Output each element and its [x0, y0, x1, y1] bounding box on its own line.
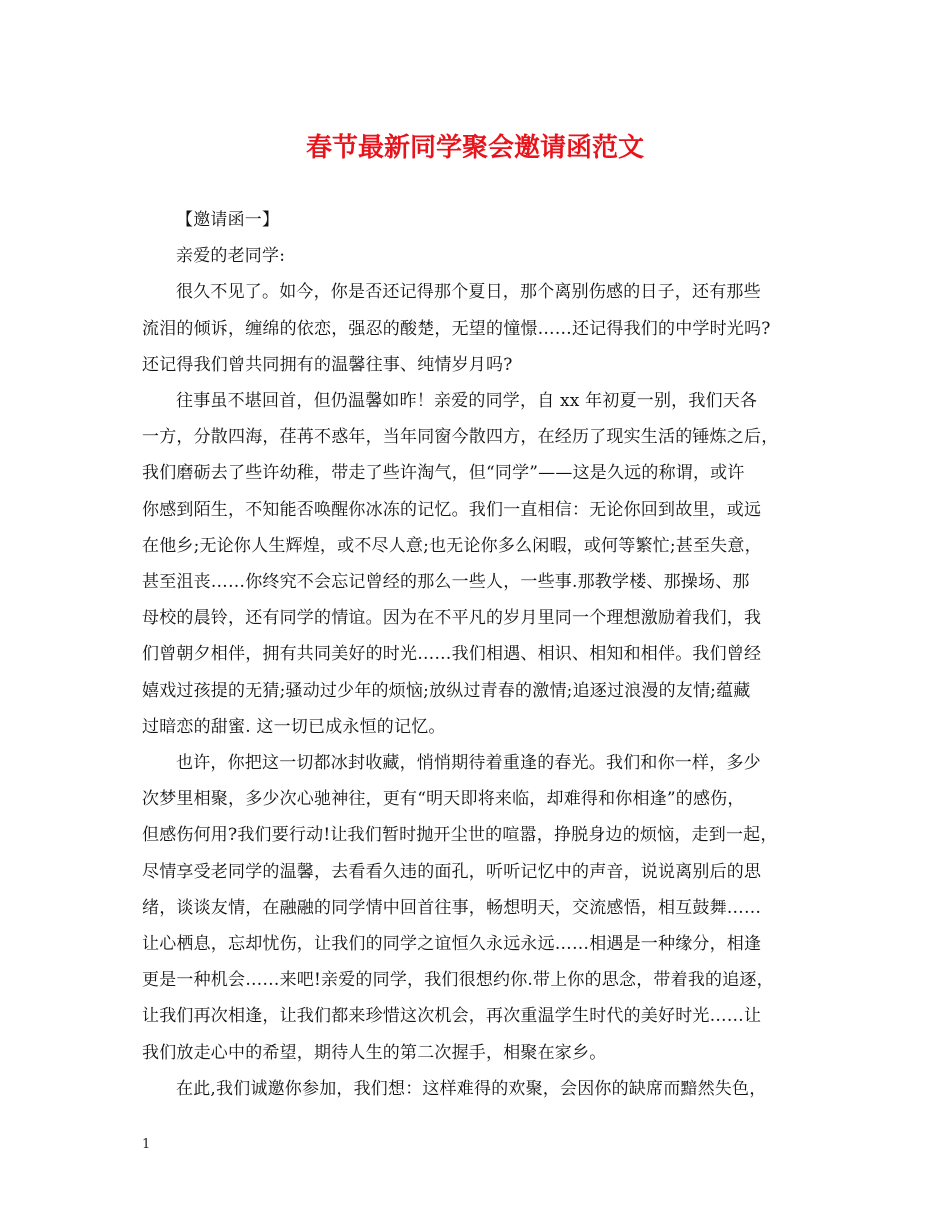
text-line: 还记得我们曾共同拥有的温馨往事、纯情岁月吗?	[142, 354, 513, 375]
page-number: 1	[142, 1137, 151, 1152]
text-line: 亲爱的老同学:	[176, 246, 286, 267]
text-line: 甚至沮丧……你终究不会忘记曾经的那么一些人，一些事.那教学楼、那操场、那	[142, 572, 750, 593]
document-title: 春节最新同学聚会邀请函范文	[305, 133, 644, 163]
text-line: 一方，分散四海，荏苒不惑年，当年同窗今散四方，在经历了现实生活的锤炼之后，	[142, 427, 779, 448]
text-line: 过暗恋的甜蜜. 这一切已成永恒的记忆。	[142, 716, 446, 737]
text-line: 我们放走心中的希望，期待人生的第二次握手，相聚在家乡。	[142, 1042, 607, 1063]
document-body	[142, 202, 822, 1107]
text-line: 我们磨砺去了些许幼稚，带走了些许淘气，但“同学”——这是久远的称谓，或许	[142, 463, 745, 484]
text-line: 在此,我们诚邀你参加，我们想：这样难得的欢聚，会因你的缺席而黯然失色，	[176, 1078, 767, 1099]
text-line: 你感到陌生，不知能否唤醒你冰冻的记忆。我们一直相信：无论你回到故里，或远	[142, 499, 762, 520]
text-line: 绪，谈谈友情，在融融的同学情中回首往事，畅想明天，交流感悟，相互鼓舞……	[142, 897, 762, 918]
text-line: 母校的晨铃，还有同学的情谊。因为在不平凡的岁月里同一个理想激励着我们，我	[142, 608, 762, 629]
text-line: 尽情享受老同学的温馨，去看看久违的面孔，听听记忆中的声音，说说离别后的思	[142, 861, 762, 882]
text-line: 也许，你把这一切都冰封收藏，悄悄期待着重逢的春光。我们和你一样，多少	[176, 753, 761, 774]
text-line: 【邀请函一】	[176, 210, 280, 230]
text-line: 很久不见了。如今，你是否还记得那个夏日，那个离别伤感的日子，还有那些	[176, 282, 761, 303]
text-line: 在他乡;无论你人生辉煌，或不尽人意;也无论你多么闲暇，或何等繁忙;甚至失意，	[142, 535, 762, 556]
text-line: 往事虽不堪回首，但仍温馨如昨！亲爱的同学，自 xx 年初夏一别，我们天各	[176, 391, 758, 412]
text-line: 但感伤何用?我们要行动!让我们暂时抛开尘世的喧嚣，挣脱身边的烦恼，走到一起，	[142, 825, 778, 846]
text-line: 们曾朝夕相伴，拥有共同美好的时光……我们相遇、相识、相知和相伴。我们曾经	[142, 644, 762, 665]
text-line: 次梦里相聚，多少次心驰神往，更有“明天即将来临，却难得和你相逢”的感伤，	[142, 789, 745, 810]
text-line: 嬉戏过孩提的无猜;骚动过少年的烦恼;放纵过青春的激情;追逐过浪漫的友情;蕴藏	[142, 680, 751, 701]
text-line: 让心栖息，忘却忧伤，让我们的同学之谊恒久永远永远……相遇是一种缘分，相逢	[142, 934, 762, 955]
text-line: 更是一种机会……来吧!亲爱的同学，我们很想约你.带上你的思念，带着我的追逐，	[142, 970, 774, 991]
text-line: 让我们再次相逢，让我们都来珍惜这次机会，再次重温学生时代的美好时光……让	[142, 1006, 762, 1027]
text-line: 流泪的倾诉，缠绵的依恋，强忍的酸楚，无望的憧憬……还记得我们的中学时光吗?	[142, 318, 771, 339]
